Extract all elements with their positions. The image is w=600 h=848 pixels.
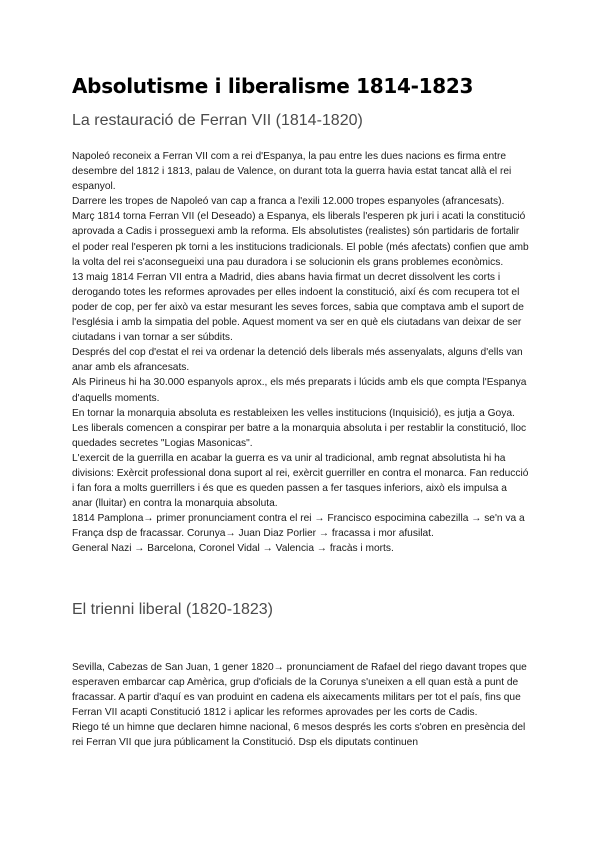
paragraph: Després del cop d'estat el rei va ordenar la detenció dels liberals més assenyalats, alguns d'ells van anar amb els afrancesats. [72,347,523,374]
paragraph: Març 1814 torna Ferran VII (el Deseado) a Espanya, els liberals l'esperen pk juri i acati la constitució aprovada a Cadis i prosseguexi amb la reforma. Els absolutistes (realistes) són partidaris de fortalir el poder real l'esperen pk torni a les institucions tradicionals. El poble (més afectats) confien que amb la volta del rei s'aconsegueixi una pau duradora i se solucionin els grans problemes econòmics. [72,211,529,268]
paragraph: Sevilla, Cabezas de San Juan, 1 gener 1820→ pronunciament de Rafael del riego davant tropes que esperaven embarcar cap Amèrica, grup d'oficials de la Corunya s'uneixen a ell quan està a punt de fracassar. A partir d'aquí es van produint en cadena els aixecaments militars per tot el país, fins que Ferran VII acapti Constitució 1812 i aplicar les reformes aprovades per les corts de Cadis. [72,662,527,719]
section-body-trienni [72,660,530,751]
paragraph: Riego té un himne que declaren himne nacional, 6 mesos després les corts s'obren en presència del rei Ferran VII que jura públicament la Constitució. Dsp els diputats continuen [72,722,526,749]
paragraph: 13 maig 1814 Ferran VII entra a Madrid, dies abans havia firmat un decret dissolvent les corts i derogando totes les reformes aprovades per elles indoent la constitució, així és com recupera tot el poder de cop, per fer això va estar mesurant les seves forces, sabia que comptava amb el suport de l'església i amb la simpatia del poble. Aquest moment va ser en què els ciutadans van deixar de ser ciutadans i van tornar a ser súbdits. [72,271,524,344]
section-heading-restauracio: La restauració de Ferran VII (1814-1820) [72,112,363,129]
paragraph: General Nazi → Barcelona, Coronel Vidal → Valencia → fracàs i morts. [72,543,394,555]
paragraph: L'exercit de la guerrilla en acabar la guerra es va unir al tradicional, amb regnat absolutista hi ha divisions: Exèrcit professional dona suport al rei, exèrcit guerriller en contra el monarca. Fan reducció i fan fora a molts guerrillers i és que es queden passen a fer tasques inferiors, això els impulsa a anar (lluitar) en contra la monarquia absoluta. [72,452,529,510]
paragraph: Napoleó reconeix a Ferran VII com a rei d'Espanya, la pau entre les dues nacions es firma entre desembre del 1812 i 1813, palau de Valence, on durant tota la guerra havia estat tancat allà el rei espanyol. [72,151,512,193]
paragraph: Als Pirineus hi ha 30.000 espanyols aprox., els més preparats i lúcids amb els que compta l'Espanya d'aquells moments. [72,377,527,404]
paragraph: Darrere les tropes de Napoleó van cap a franca a l'exili 12.000 tropes espanyoles (afrancesats). [72,196,505,208]
paragraph: En tornar la monarquia absoluta es restableixen les velles institucions (Inquisició), es jutja a Goya. [72,407,515,419]
section-body-restauracio [72,149,530,557]
paragraph: Les liberals comencen a conspirar per batre a la monarquia absoluta i per restablir la constitució, lloc quedades secretes "Logias Masonicas". [72,422,527,449]
paragraph: 1814 Pamplona→ primer pronunciament contra el rei → Francisco espocimina cabezilla → se'n va a França dsp de fracassar. Corunya→ Juan Diaz Porlier → fracassa i mor afusilat. [72,513,525,540]
document-title: Absolutisme i liberalisme 1814-1823 [72,74,474,98]
section-heading-trienni: El trienni liberal (1820-1823) [72,601,273,618]
